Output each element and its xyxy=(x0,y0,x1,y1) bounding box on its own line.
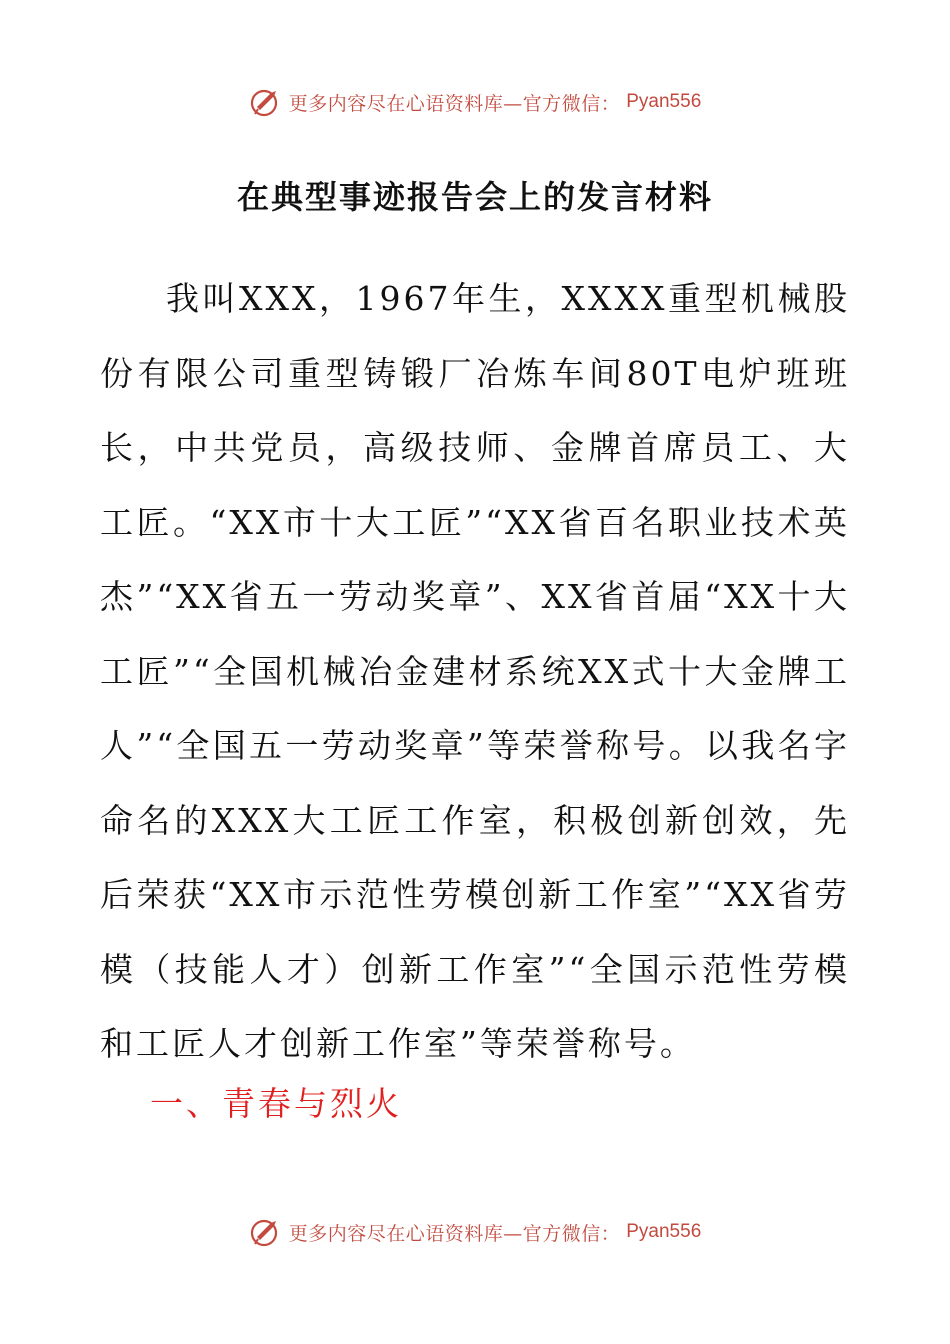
section-heading: 一、青春与烈火 xyxy=(150,1084,402,1123)
watermark-wechat-id: Pyan556 xyxy=(626,91,702,112)
watermark-text: 更多内容尽在心语资料库—官方微信： xyxy=(288,92,621,115)
document-title: 在典型事迹报告会上的发言材料 xyxy=(236,178,713,216)
pen-circle-icon xyxy=(249,1215,283,1249)
pen-circle-icon xyxy=(249,85,283,119)
body-paragraph: 我叫XXX，1967年生，XXXX重型机械股份有限公司重型铸锻厂冶炼车间80T电炉班班长，中共党员，高级技师、金牌首席员工、大工匠。“XX市十大工匠”“XX省百名职业技术英杰”“XX省五一劳动奖章”、XX省首届“XX十大工匠”“全国机械冶金建材系统XX式十大金牌工人”“全国五一劳动奖章”等荣誉称号。以我名字命名的XXX大工匠工作室，积极创新创效，先后荣获“XX市示范性劳模创新工作室”“XX省劳模（技能人才）创新工作室”“全国示范性劳模和工匠人才创新工作室”等荣誉称号。 xyxy=(100,279,850,1063)
watermark-wechat-id: Pyan556 xyxy=(626,1221,702,1242)
footer-watermark xyxy=(0,1212,950,1252)
watermark-text: 更多内容尽在心语资料库—官方微信： xyxy=(288,1222,621,1245)
header-watermark xyxy=(0,82,950,122)
